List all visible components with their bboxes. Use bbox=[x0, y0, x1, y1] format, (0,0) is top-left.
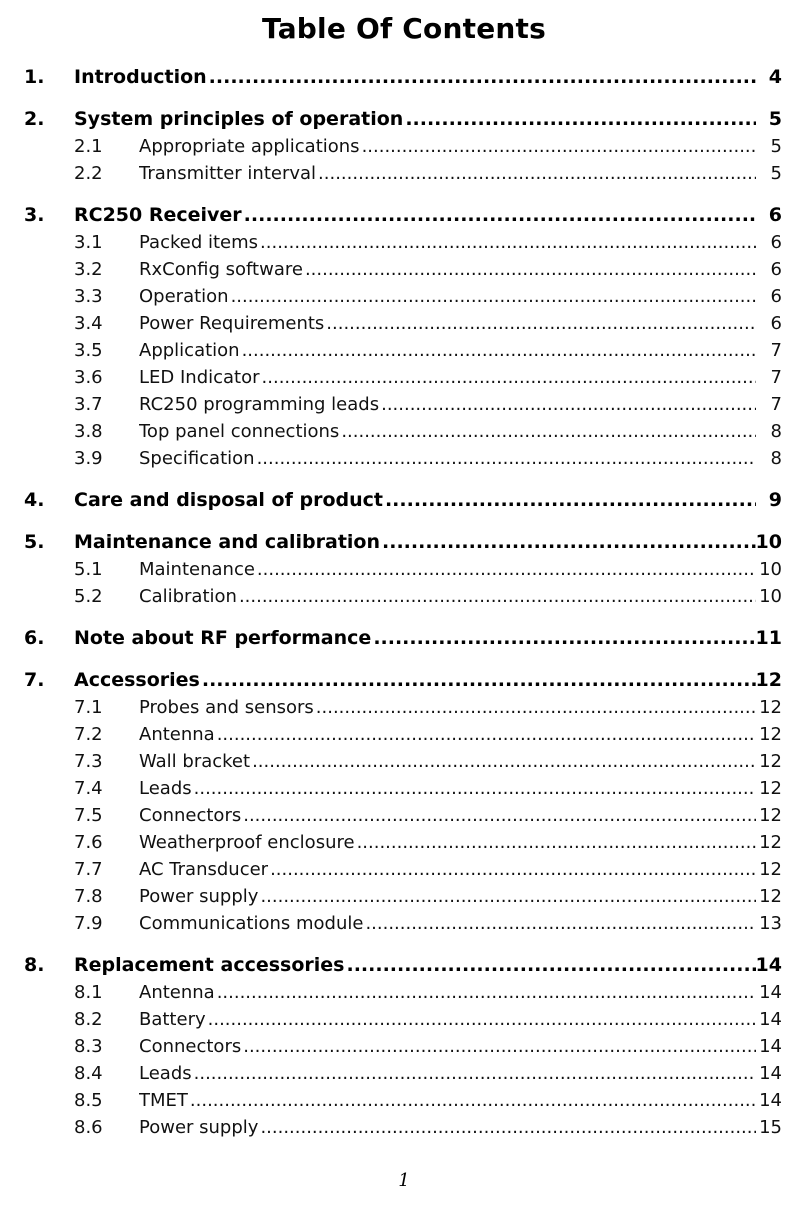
toc-entry-leader bbox=[139, 832, 756, 853]
toc-dot-leader bbox=[194, 778, 756, 799]
toc-entry-leader bbox=[74, 669, 756, 691]
toc-entry-page-number: 8 bbox=[770, 448, 782, 469]
toc-entry-page-number: 6 bbox=[770, 259, 782, 280]
toc-dot-leader bbox=[239, 586, 756, 607]
toc-entry-leader bbox=[74, 66, 756, 88]
toc-dot-leader bbox=[209, 66, 756, 88]
toc-entry-number: 3.9 bbox=[74, 448, 103, 469]
toc-entry-number: 3.6 bbox=[74, 367, 103, 388]
toc-entry-number: 8.1 bbox=[74, 982, 103, 1003]
toc-dot-leader bbox=[362, 136, 756, 157]
toc-entry-leader bbox=[139, 421, 756, 442]
toc-entry-page-number: 6 bbox=[770, 232, 782, 253]
toc-entry-page-number: 6 bbox=[770, 286, 782, 307]
toc-subsection-entry[interactable] bbox=[0, 394, 808, 420]
toc-section-entry[interactable] bbox=[0, 108, 808, 134]
toc-entry-page-number: 7 bbox=[770, 367, 782, 388]
toc-entry-page-number: 15 bbox=[759, 1117, 782, 1138]
toc-dot-leader bbox=[257, 559, 756, 580]
toc-entry-leader bbox=[139, 724, 756, 745]
toc-entry-leader bbox=[139, 1036, 756, 1057]
toc-entry-label: Specification bbox=[139, 448, 255, 469]
toc-entry-label: Replacement accessories bbox=[74, 954, 345, 976]
toc-entry-leader bbox=[139, 697, 756, 718]
toc-entry-page-number: 5 bbox=[770, 136, 782, 157]
toc-subsection-entry[interactable] bbox=[0, 559, 808, 585]
toc-entry-number: 3.5 bbox=[74, 340, 103, 361]
toc-entry-page-number: 4 bbox=[768, 66, 782, 88]
toc-entry-leader bbox=[74, 204, 756, 226]
toc-entry-label: Antenna bbox=[139, 982, 215, 1003]
toc-entry-page-number: 14 bbox=[759, 1063, 782, 1084]
toc-entry-number: 8.2 bbox=[74, 1009, 103, 1030]
toc-dot-leader bbox=[243, 1036, 756, 1057]
toc-entry-number: 7.8 bbox=[74, 886, 103, 907]
toc-dot-leader bbox=[231, 286, 756, 307]
toc-entry-number: 3.4 bbox=[74, 313, 103, 334]
toc-entry-label: Antenna bbox=[139, 724, 215, 745]
toc-entry-page-number: 7 bbox=[770, 394, 782, 415]
toc-dot-leader bbox=[217, 724, 756, 745]
toc-dot-leader bbox=[341, 421, 756, 442]
toc-entry-page-number: 14 bbox=[755, 954, 782, 976]
toc-entry-page-number: 10 bbox=[759, 586, 782, 607]
toc-entry-page-number: 13 bbox=[759, 913, 782, 934]
toc-subsection-entry[interactable] bbox=[0, 1036, 808, 1062]
toc-entry-number: 8.6 bbox=[74, 1117, 103, 1138]
toc-entry-label: Probes and sensors bbox=[139, 697, 314, 718]
toc-entry-number: 7.5 bbox=[74, 805, 103, 826]
toc-entry-page-number: 10 bbox=[759, 559, 782, 580]
toc-entry-label: LED Indicator bbox=[139, 367, 260, 388]
toc-dot-leader bbox=[252, 751, 756, 772]
toc-entry-page-number: 6 bbox=[770, 313, 782, 334]
toc-entry-leader bbox=[139, 778, 756, 799]
toc-subsection-entry[interactable] bbox=[0, 1090, 808, 1116]
toc-entry-leader bbox=[139, 136, 756, 157]
toc-entry-page-number: 10 bbox=[755, 531, 782, 553]
page-title: Table Of Contents bbox=[262, 12, 546, 45]
toc-entry-number: 8.5 bbox=[74, 1090, 103, 1111]
toc-entry-page-number: 11 bbox=[755, 627, 782, 649]
toc-entry-page-number: 5 bbox=[770, 163, 782, 184]
toc-entry-label: Power supply bbox=[139, 886, 259, 907]
toc-entry-number: 7.7 bbox=[74, 859, 103, 880]
toc-subsection-entry[interactable] bbox=[0, 886, 808, 912]
toc-entry-label: Calibration bbox=[139, 586, 237, 607]
toc-entry-label: Operation bbox=[139, 286, 229, 307]
toc-entry-number: 5.2 bbox=[74, 586, 103, 607]
toc-entry-page-number: 14 bbox=[759, 1009, 782, 1030]
toc-subsection-entry[interactable] bbox=[0, 724, 808, 750]
toc-entry-leader bbox=[139, 1009, 756, 1030]
toc-entry-leader bbox=[74, 954, 756, 976]
toc-entry-leader bbox=[139, 163, 756, 184]
toc-entry-page-number: 5 bbox=[768, 108, 782, 130]
toc-entry-label: Maintenance and calibration bbox=[74, 531, 381, 553]
toc-entry-page-number: 7 bbox=[770, 340, 782, 361]
toc-dot-leader bbox=[242, 340, 756, 361]
toc-entry-label: Connectors bbox=[139, 1036, 242, 1057]
toc-entry-label: RC250 programming leads bbox=[139, 394, 380, 415]
toc-entry-page-number: 12 bbox=[759, 697, 782, 718]
toc-section-entry[interactable] bbox=[0, 489, 808, 515]
toc-entry-label: Application bbox=[139, 340, 240, 361]
toc-entry-page-number: 9 bbox=[768, 489, 782, 511]
toc-dot-leader bbox=[194, 1063, 756, 1084]
toc-entry-leader bbox=[139, 286, 756, 307]
toc-entry-leader bbox=[139, 448, 756, 469]
toc-entry-page-number: 14 bbox=[759, 1036, 782, 1057]
toc-entry-number: 8.4 bbox=[74, 1063, 103, 1084]
toc-dot-leader bbox=[373, 627, 756, 649]
toc-subsection-entry[interactable] bbox=[0, 805, 808, 831]
toc-dot-leader bbox=[326, 313, 756, 334]
toc-dot-leader bbox=[243, 805, 756, 826]
toc-section-entry[interactable] bbox=[0, 204, 808, 230]
toc-entry-label: TMET bbox=[139, 1090, 188, 1111]
toc-entry-leader bbox=[139, 313, 756, 334]
toc-entry-leader bbox=[139, 859, 756, 880]
toc-entry-number: 7.9 bbox=[74, 913, 103, 934]
toc-section-entry[interactable] bbox=[0, 531, 808, 557]
toc-subsection-entry[interactable] bbox=[0, 859, 808, 885]
toc-entry-number: 2.2 bbox=[74, 163, 103, 184]
toc-entry-leader bbox=[139, 586, 756, 607]
toc-dot-leader bbox=[305, 259, 756, 280]
toc-entry-leader bbox=[139, 259, 756, 280]
toc-entry-page-number: 14 bbox=[759, 1090, 782, 1111]
toc-subsection-entry[interactable] bbox=[0, 136, 808, 162]
toc-entry-number: 5.1 bbox=[74, 559, 103, 580]
toc-subsection-entry[interactable] bbox=[0, 1117, 808, 1143]
toc-section-entry[interactable] bbox=[0, 66, 808, 92]
toc-entry-leader bbox=[74, 531, 756, 553]
toc-entry-number: 5. bbox=[24, 531, 45, 553]
toc-dot-leader bbox=[208, 1009, 756, 1030]
toc-entry-label: Introduction bbox=[74, 66, 207, 88]
toc-subsection-entry[interactable] bbox=[0, 421, 808, 447]
toc-dot-leader bbox=[257, 448, 756, 469]
toc-entry-number: 4. bbox=[24, 489, 45, 511]
toc-entry-label: Maintenance bbox=[139, 559, 255, 580]
toc-entry-leader bbox=[139, 982, 756, 1003]
toc-subsection-entry[interactable] bbox=[0, 232, 808, 258]
toc-entry-label: Battery bbox=[139, 1009, 206, 1030]
toc-entry-leader bbox=[139, 1090, 756, 1111]
toc-entry-page-number: 8 bbox=[770, 421, 782, 442]
toc-entry-number: 6. bbox=[24, 627, 45, 649]
toc-entry-label: Weatherproof enclosure bbox=[139, 832, 355, 853]
toc-entry-label: Leads bbox=[139, 778, 192, 799]
toc-dot-leader bbox=[270, 859, 756, 880]
toc-entry-label: Appropriate applications bbox=[139, 136, 360, 157]
toc-entry-label: System principles of operation bbox=[74, 108, 404, 130]
toc-entry-label: Power Requirements bbox=[139, 313, 325, 334]
toc-subsection-entry[interactable] bbox=[0, 448, 808, 474]
toc-entry-number: 3.2 bbox=[74, 259, 103, 280]
toc-entry-number: 7.6 bbox=[74, 832, 103, 853]
toc-entry-number: 1. bbox=[24, 66, 45, 88]
toc-subsection-entry[interactable] bbox=[0, 1063, 808, 1089]
toc-entry-label: Transmitter interval bbox=[139, 163, 317, 184]
toc-section-entry[interactable] bbox=[0, 669, 808, 695]
toc-entry-number: 7. bbox=[24, 669, 45, 691]
toc-entry-leader bbox=[139, 751, 756, 772]
toc-dot-leader bbox=[385, 489, 756, 511]
toc-subsection-entry[interactable] bbox=[0, 751, 808, 777]
toc-dot-leader bbox=[347, 954, 757, 976]
toc-subsection-entry[interactable] bbox=[0, 313, 808, 339]
toc-entry-label: Top panel connections bbox=[139, 421, 340, 442]
toc-entry-number: 3.3 bbox=[74, 286, 103, 307]
toc-entry-label: Accessories bbox=[74, 669, 200, 691]
toc-dot-leader bbox=[262, 367, 756, 388]
toc-subsection-entry[interactable] bbox=[0, 832, 808, 858]
toc-entry-page-number: 12 bbox=[759, 859, 782, 880]
toc-subsection-entry[interactable] bbox=[0, 697, 808, 723]
toc-entry-label: RC250 Receiver bbox=[74, 204, 242, 226]
toc-entry-number: 7.2 bbox=[74, 724, 103, 745]
toc-subsection-entry[interactable] bbox=[0, 259, 808, 285]
toc-dot-leader bbox=[260, 1117, 756, 1138]
toc-dot-leader bbox=[260, 886, 756, 907]
toc-entry-leader bbox=[139, 1063, 756, 1084]
toc-entry-leader bbox=[139, 1117, 756, 1138]
toc-entry-number: 3.1 bbox=[74, 232, 103, 253]
toc-subsection-entry[interactable] bbox=[0, 367, 808, 393]
toc-dot-leader bbox=[318, 163, 756, 184]
toc-entry-number: 8. bbox=[24, 954, 45, 976]
toc-entry-leader bbox=[139, 394, 756, 415]
toc-entry-page-number: 14 bbox=[759, 982, 782, 1003]
toc-subsection-entry[interactable] bbox=[0, 586, 808, 612]
toc-subsection-entry[interactable] bbox=[0, 982, 808, 1008]
toc-dot-leader bbox=[381, 394, 756, 415]
toc-entry-number: 3.7 bbox=[74, 394, 103, 415]
toc-subsection-entry[interactable] bbox=[0, 340, 808, 366]
toc-entry-page-number: 6 bbox=[768, 204, 782, 226]
toc-dot-leader bbox=[190, 1090, 756, 1111]
toc-entry-number: 7.3 bbox=[74, 751, 103, 772]
toc-entry-leader bbox=[139, 559, 756, 580]
toc-entry-leader bbox=[139, 340, 756, 361]
toc-entry-page-number: 12 bbox=[759, 805, 782, 826]
toc-entry-leader bbox=[74, 489, 756, 511]
toc-entry-label: RxConfig software bbox=[139, 259, 303, 280]
toc-entry-leader bbox=[74, 108, 756, 130]
toc-subsection-entry[interactable] bbox=[0, 778, 808, 804]
toc-entry-label: Care and disposal of product bbox=[74, 489, 383, 511]
toc-dot-leader bbox=[365, 913, 756, 934]
toc-entry-number: 3.8 bbox=[74, 421, 103, 442]
toc-entry-page-number: 12 bbox=[755, 669, 782, 691]
toc-subsection-entry[interactable] bbox=[0, 163, 808, 189]
toc-subsection-entry[interactable] bbox=[0, 1009, 808, 1035]
toc-entry-label: Wall bracket bbox=[139, 751, 251, 772]
toc-entry-leader bbox=[139, 886, 756, 907]
toc-entry-label: Leads bbox=[139, 1063, 192, 1084]
toc-dot-leader bbox=[405, 108, 756, 130]
toc-entry-page-number: 12 bbox=[759, 751, 782, 772]
toc-entry-number: 7.1 bbox=[74, 697, 103, 718]
toc-entry-number: 7.4 bbox=[74, 778, 103, 799]
toc-dot-leader bbox=[260, 232, 756, 253]
toc-entry-leader bbox=[139, 367, 756, 388]
toc-entry-number: 8.3 bbox=[74, 1036, 103, 1057]
toc-entry-label: Packed items bbox=[139, 232, 259, 253]
page-number-footer: 1 bbox=[398, 1170, 410, 1191]
toc-entry-leader bbox=[139, 232, 756, 253]
toc-entry-page-number: 12 bbox=[759, 778, 782, 799]
toc-dot-leader bbox=[244, 204, 756, 226]
toc-section-entry[interactable] bbox=[0, 954, 808, 980]
toc-dot-leader bbox=[202, 669, 756, 691]
toc-entry-label: Communications module bbox=[139, 913, 364, 934]
toc-entry-number: 2. bbox=[24, 108, 45, 130]
toc-entry-leader bbox=[74, 627, 756, 649]
toc-entry-label: AC Transducer bbox=[139, 859, 269, 880]
toc-entry-label: Connectors bbox=[139, 805, 242, 826]
toc-section-entry[interactable] bbox=[0, 627, 808, 653]
toc-entry-label: Power supply bbox=[139, 1117, 259, 1138]
toc-subsection-entry[interactable] bbox=[0, 913, 808, 939]
toc-subsection-entry[interactable] bbox=[0, 286, 808, 312]
toc-entry-page-number: 12 bbox=[759, 886, 782, 907]
toc-entry-page-number: 12 bbox=[759, 724, 782, 745]
toc-dot-leader bbox=[357, 832, 756, 853]
toc-entry-leader bbox=[139, 805, 756, 826]
toc-dot-leader bbox=[382, 531, 756, 553]
toc-dot-leader bbox=[316, 697, 756, 718]
toc-entry-number: 2.1 bbox=[74, 136, 103, 157]
toc-entry-leader bbox=[139, 913, 756, 934]
toc-dot-leader bbox=[217, 982, 756, 1003]
toc-entry-page-number: 12 bbox=[759, 832, 782, 853]
toc-entry-number: 3. bbox=[24, 204, 45, 226]
toc-entry-label: Note about RF performance bbox=[74, 627, 372, 649]
